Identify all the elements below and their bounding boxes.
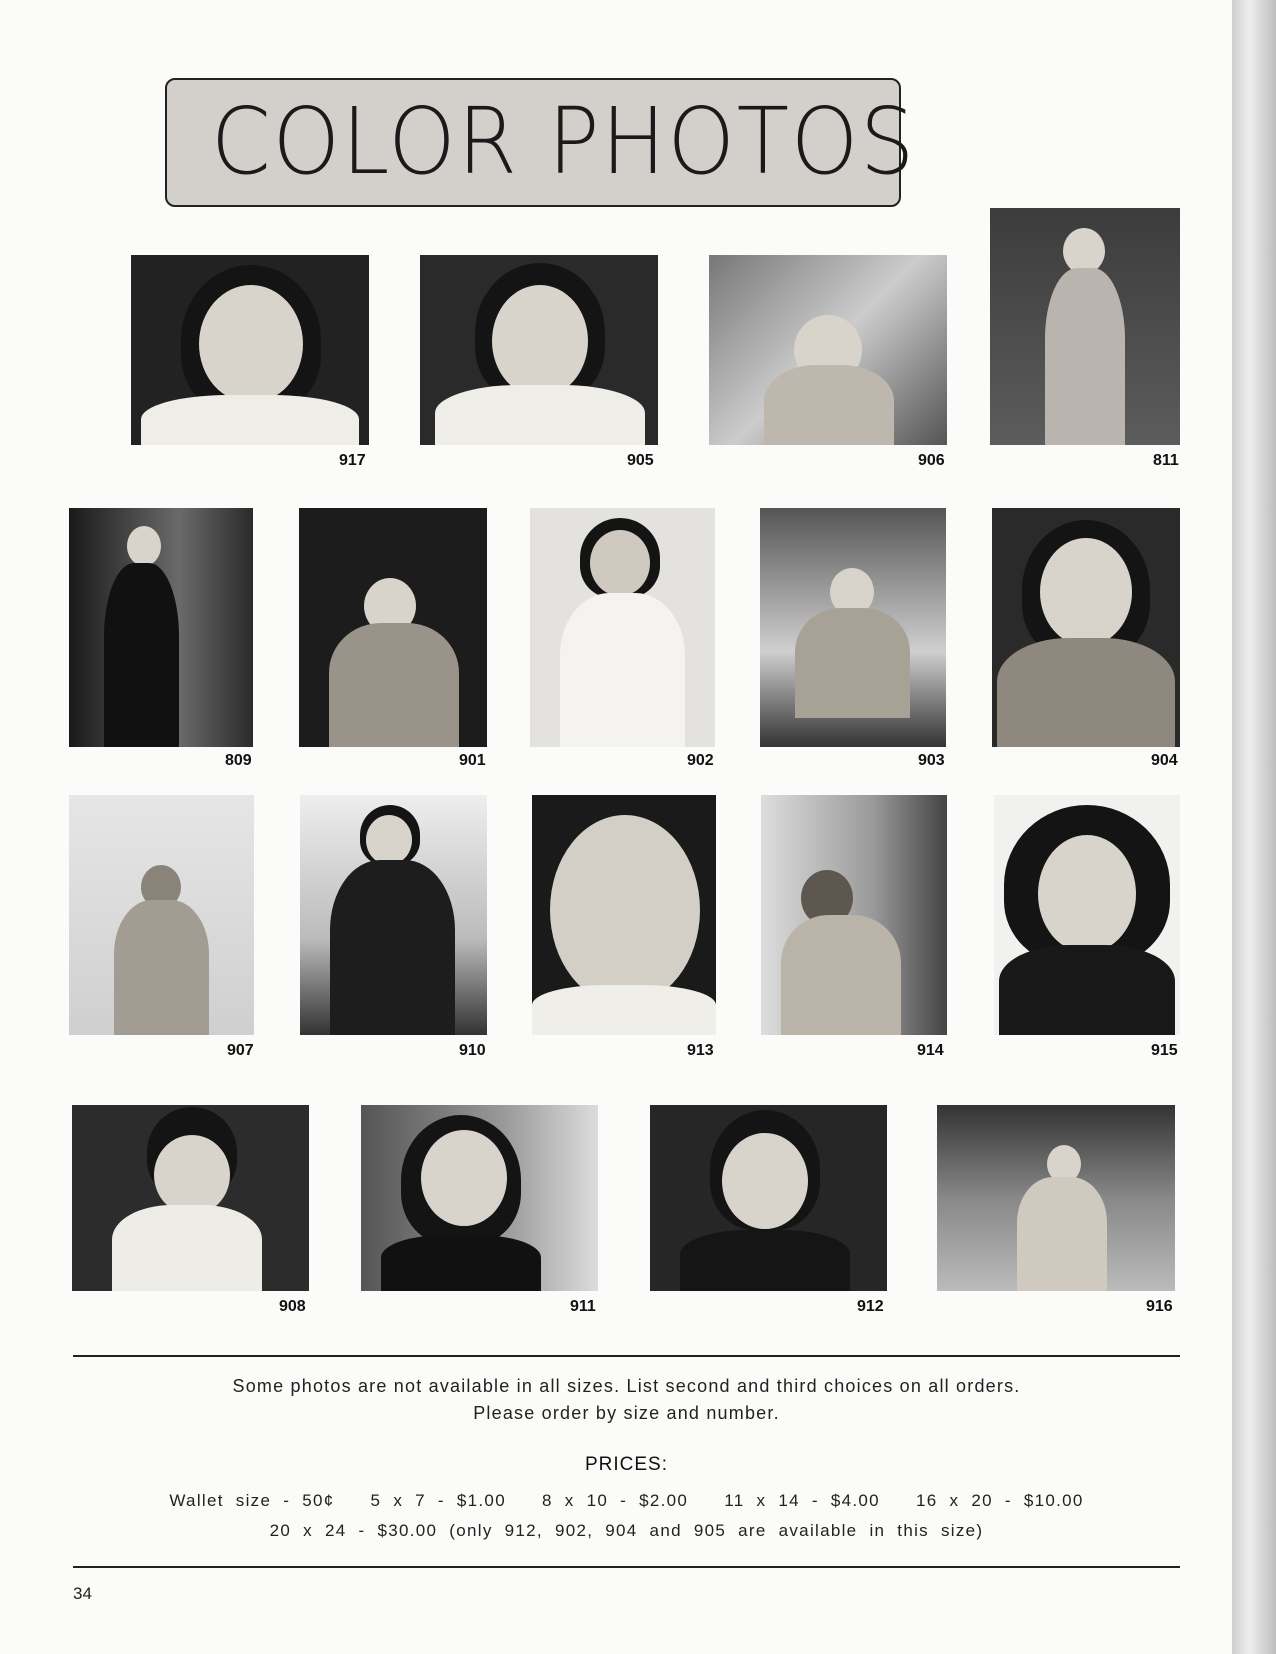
photo-number: 915: [1151, 1042, 1178, 1059]
photo-number: 914: [917, 1042, 944, 1059]
photo-thumbnail[interactable]: [992, 508, 1180, 747]
photo-number: 902: [687, 752, 714, 769]
photo-number: 907: [227, 1042, 254, 1059]
photo-thumbnail[interactable]: [69, 795, 254, 1035]
photo-number: 906: [918, 452, 945, 469]
page-number: 34: [73, 1584, 92, 1603]
photo-number: 905: [627, 452, 654, 469]
photo-thumbnail[interactable]: [937, 1105, 1175, 1291]
page-title: COLOR PHOTOS: [211, 88, 917, 195]
binding-edge: [1232, 0, 1276, 1654]
photo-thumbnail[interactable]: [69, 508, 253, 747]
photo-thumbnail[interactable]: [761, 795, 947, 1035]
price-list: Wallet size - 50¢ 5 x 7 - $1.00 8 x 10 - $2.00 11 x 14 - $4.00 16 x 20 - $10.00: [169, 1491, 1084, 1510]
photo-thumbnail[interactable]: [709, 255, 947, 445]
photo-number: 908: [279, 1298, 306, 1315]
photo-number: 912: [857, 1298, 884, 1315]
availability-note: Some photos are not available in all sizes. List second and third choices on all orders.: [232, 1376, 1021, 1396]
price-list-large: 20 x 24 - $30.00 (only 912, 902, 904 and 905 are available in this size): [269, 1521, 984, 1540]
photo-number: 911: [570, 1298, 596, 1315]
photo-number: 916: [1146, 1298, 1173, 1315]
photo-number: 809: [225, 752, 252, 769]
photo-number: 904: [1151, 752, 1178, 769]
photo-thumbnail[interactable]: [420, 255, 658, 445]
order-instructions: Please order by size and number.: [473, 1403, 780, 1423]
photo-thumbnail[interactable]: [650, 1105, 887, 1291]
photo-thumbnail[interactable]: [72, 1105, 309, 1291]
photo-thumbnail[interactable]: [361, 1105, 598, 1291]
photo-thumbnail[interactable]: [300, 795, 487, 1035]
photo-thumbnail[interactable]: [131, 255, 369, 445]
photo-number: 811: [1153, 452, 1179, 469]
photo-thumbnail[interactable]: [990, 208, 1180, 445]
divider-top: [73, 1355, 1180, 1357]
photo-thumbnail[interactable]: [760, 508, 946, 747]
photo-number: 903: [918, 752, 945, 769]
photo-thumbnail[interactable]: [532, 795, 716, 1035]
prices-heading: PRICES:: [584, 1454, 669, 1475]
photo-thumbnail[interactable]: [994, 795, 1180, 1035]
photo-number: 901: [459, 752, 486, 769]
photo-thumbnail[interactable]: [530, 508, 715, 747]
photo-thumbnail[interactable]: [299, 508, 487, 747]
photo-number: 913: [687, 1042, 714, 1059]
photo-number: 910: [459, 1042, 486, 1059]
title-banner: [165, 78, 917, 207]
photo-number: 917: [339, 452, 366, 469]
divider-bottom: [73, 1566, 1180, 1568]
